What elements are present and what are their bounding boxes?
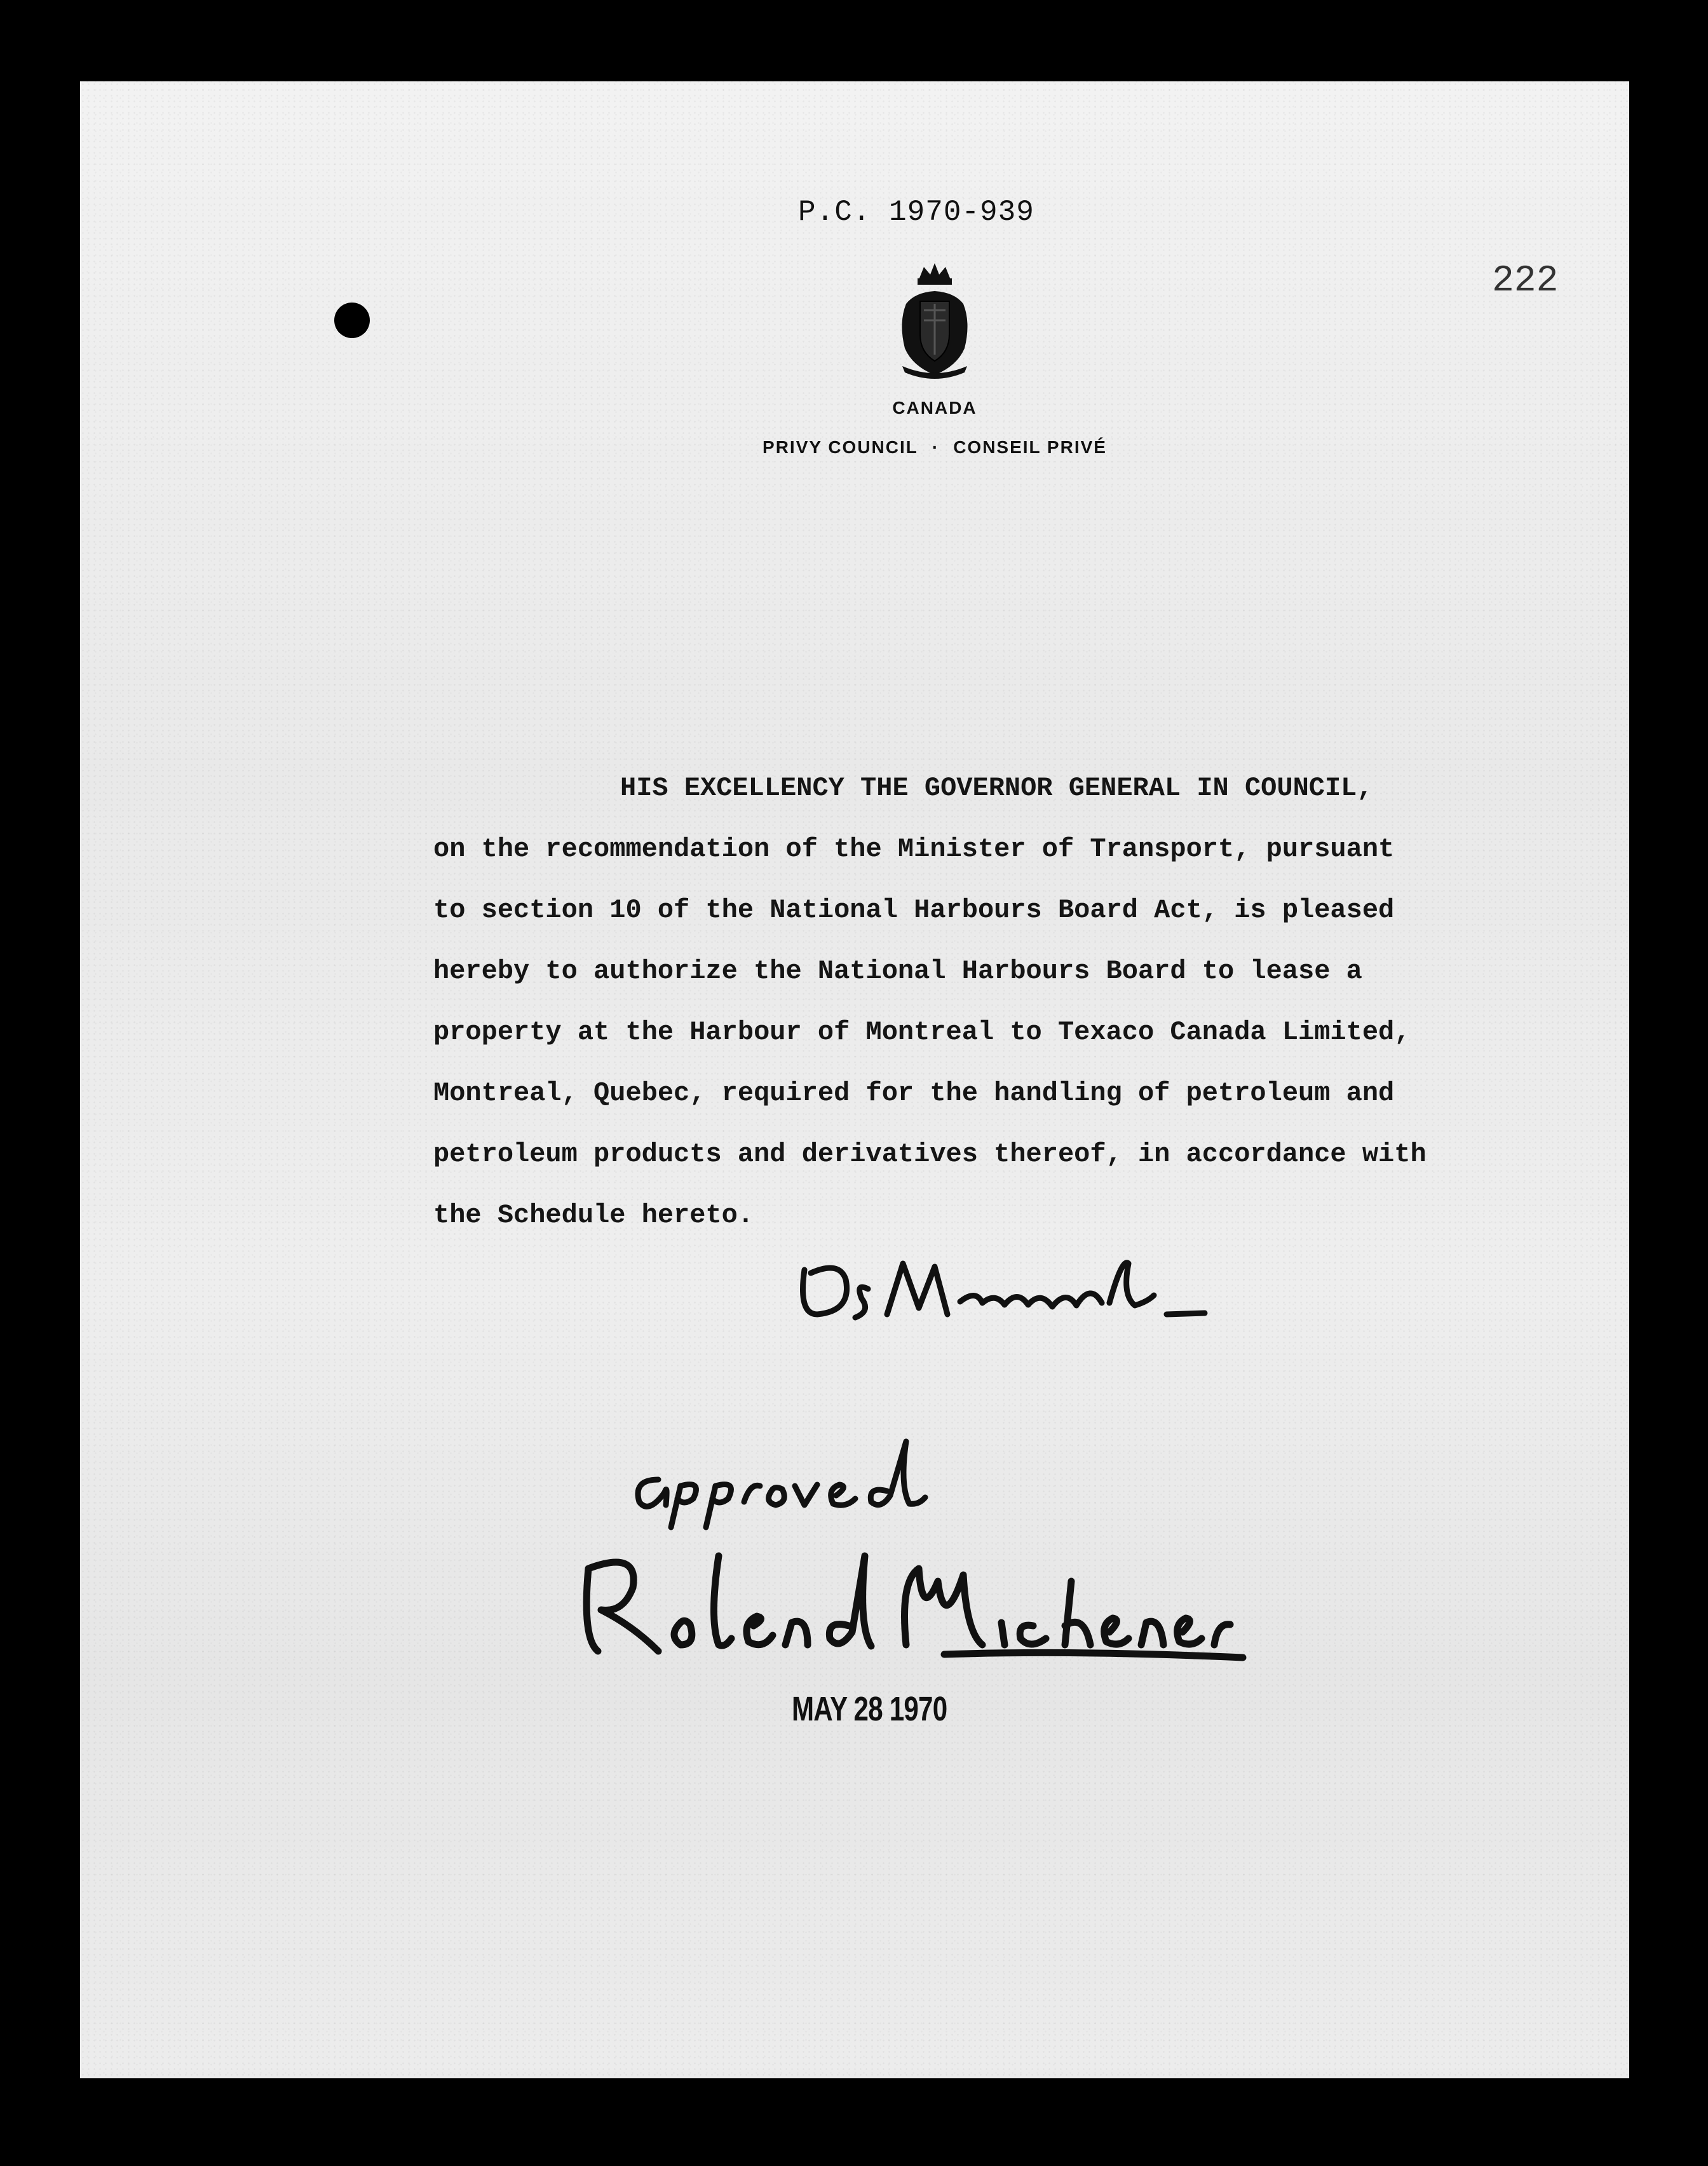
letterhead-council [652,437,1217,458]
council-name-english: PRIVY COUNCIL [762,437,918,457]
coat-of-arms-icon [893,259,976,380]
letterhead-country: CANADA [892,398,977,418]
body-line: property at the Harbour of Montreal to Texaco Canada Limited, [433,1017,1411,1047]
minister-signature [792,1244,1224,1327]
body-line: on the recommendation of the Minister of Transport, pursuant [433,834,1395,864]
date-stamp: MAY 28 1970 [792,1690,947,1728]
approval-note [627,1435,932,1530]
order-body [433,758,1629,1246]
body-line: the Schedule hereto. [433,1200,754,1230]
body-line: to section 10 of the National Harbours Board Act, is pleased [433,895,1395,925]
body-line: Montreal, Quebec, required for the handling of petroleum and [433,1078,1395,1108]
body-line: petroleum products and derivatives thereof, in accordance with [433,1139,1427,1169]
document-sheet [80,81,1629,2078]
page-number: 222 [1492,261,1559,302]
body-line: hereby to authorize the National Harbours Board to lease a [433,956,1362,986]
order-in-council-number: P.C. 1970-939 [798,196,1034,229]
body-line: HIS EXCELLENCY THE GOVERNOR GENERAL IN COUNCIL, [620,773,1373,803]
punch-hole [334,303,370,338]
letterhead-separator: · [932,437,940,457]
governor-general-signature [563,1543,1249,1670]
council-name-french: CONSEIL PRIVÉ [953,437,1107,457]
